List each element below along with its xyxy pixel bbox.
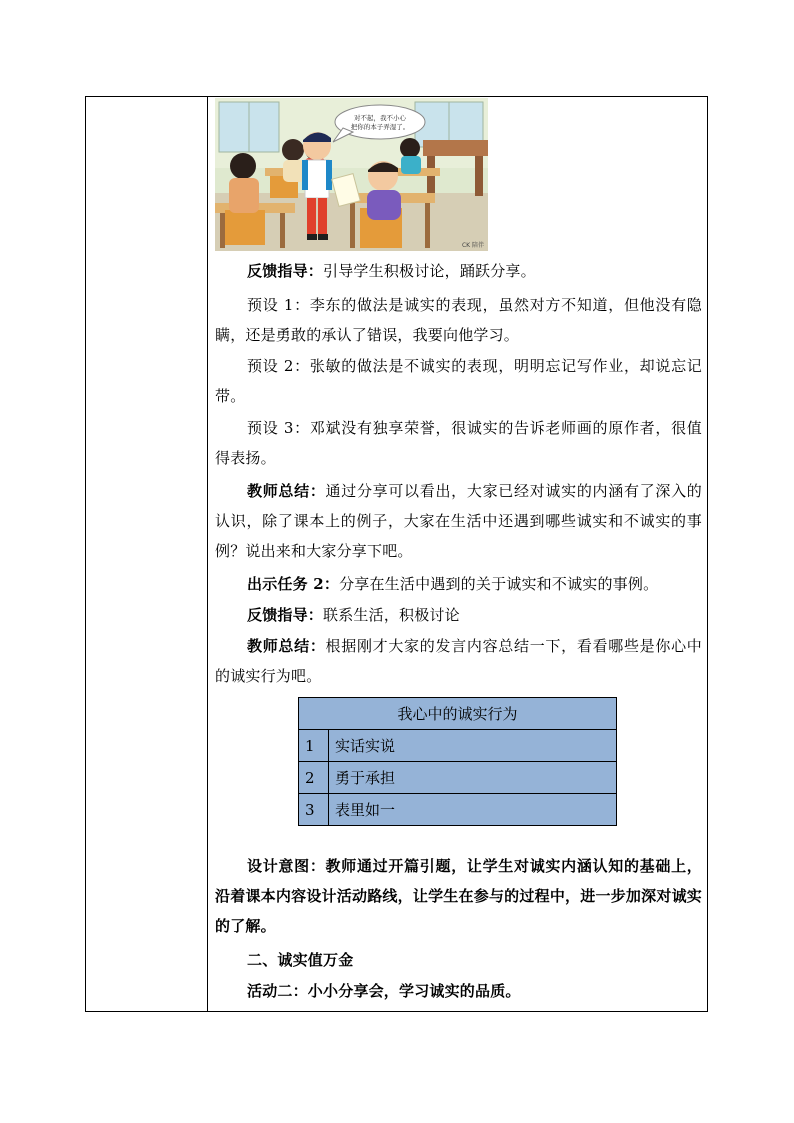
illustration-watermark: CK 陪伴 [461,242,485,249]
speech-bubble-line2: 把你的本子弄湿了。 [350,123,410,131]
design-intent: 设计意图：教师通过开篇引题，让学生对诚实内涵认知的基础上，沿着课本内容设计活动路线，让学生在参与的过程中，进一步加深对诚实的了解。 [215,857,702,935]
task-2: 出示任务 2：分享在生活中遇到的关于诚实和不诚实的事例。 [247,575,659,593]
preset-1: 预设 1：李东的做法是诚实的表现，虽然对方不知道，但他没有隐瞒，还是勇敢的承认了错误，我要向他学习。 [215,296,702,344]
honesty-behaviors-table [298,697,617,826]
feedback-guidance-2: 反馈指导：联系生活，积极讨论 [247,606,460,624]
classroom-illustration [215,98,488,251]
speech-bubble-line1: 对不起，我不小心 [354,114,406,122]
row-number: 3 [299,794,329,826]
teacher-summary-1: 教师总结：通过分享可以看出，大家已经对诚实的内涵有了深入的认识，除了课本上的例子，大家在生活中还遇到哪些诚实和不诚实的事例？说出来和大家分享下吧。 [215,482,702,560]
row-text: 表里如一 [329,794,617,826]
row-text: 实话实说 [329,730,617,762]
table-title: 我心中的诚实行为 [299,698,617,730]
preset-2: 预设 2：张敏的做法是不诚实的表现，明明忘记写作业，却说忘记带。 [215,357,702,405]
table-row [299,762,617,794]
column-divider [207,96,208,1012]
teacher-summary-2: 教师总结：根据刚才大家的发言内容总结一下，看看哪些是你心中的诚实行为吧。 [215,637,702,685]
feedback-guidance-1: 反馈指导：引导学生积极讨论，踊跃分享。 [247,262,536,280]
row-number: 2 [299,762,329,794]
row-number: 1 [299,730,329,762]
preset-3: 预设 3：邓斌没有独享荣誉，很诚实的告诉老师画的原作者，很值得表扬。 [215,419,702,467]
table-row [299,730,617,762]
activity-two: 活动二：小小分享会，学习诚实的品质。 [247,982,521,1000]
section-heading: 二、诚实值万金 [247,951,354,969]
table-row [299,794,617,826]
row-text: 勇于承担 [329,762,617,794]
